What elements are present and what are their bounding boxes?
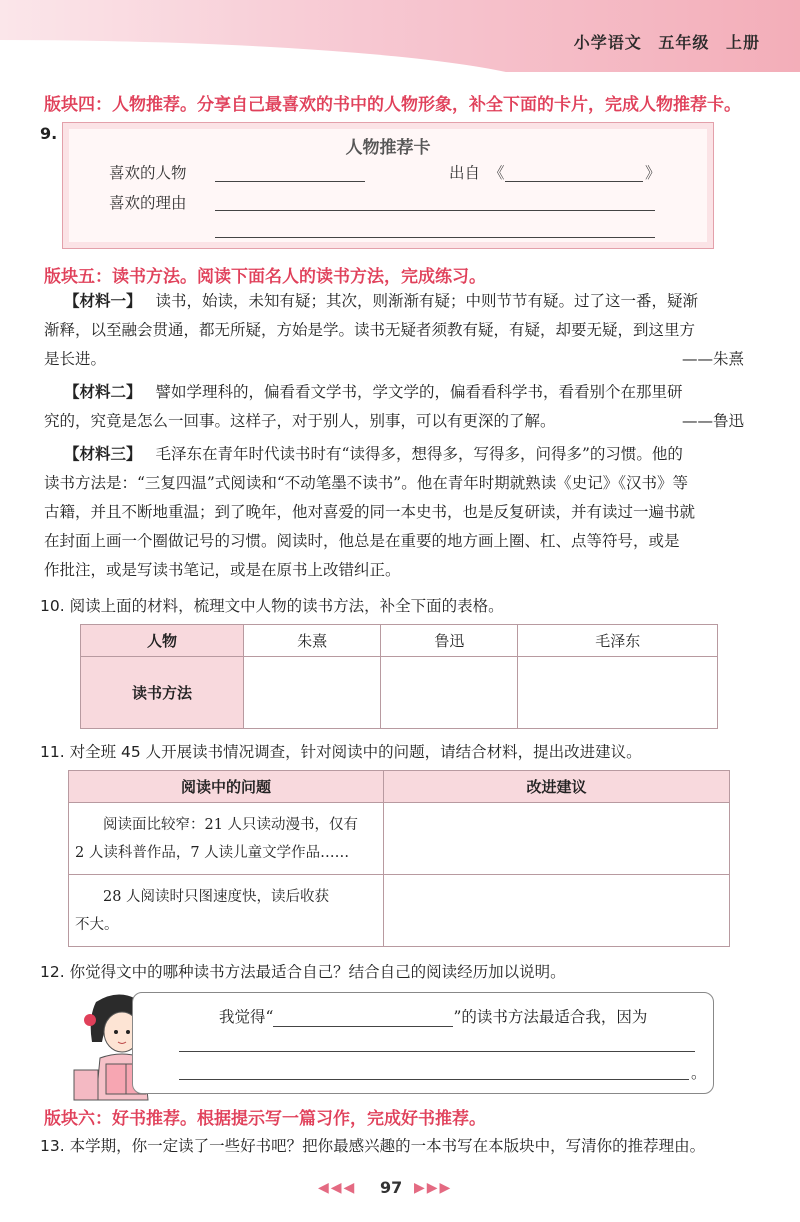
page-header: [564, 30, 760, 53]
material3-tag: 【材料三】: [64, 444, 142, 463]
label-favorite-character: 喜欢的人物: [109, 164, 187, 182]
section4-title: 版块四：人物推荐。分享自己最喜欢的书中的人物形象，补全下面的卡片，完成人物推荐卡。: [44, 95, 741, 115]
q10-prompt: 10. 阅读上面的材料，梳理文中人物的读书方法，补全下面的表格。: [40, 597, 504, 615]
q12-prompt: 12. 你觉得文中的哪种读书方法最适合自己？结合自己的阅读经历加以说明。: [40, 963, 566, 981]
explanation-blank-2[interactable]: [179, 1079, 689, 1080]
book-open-quote: 《: [489, 164, 505, 182]
material3-line5: 作批注，或是写读书笔记，或是在原书上改错纠正。: [44, 561, 401, 579]
material3-line4: 在封面上画一个圈做记号的习惯。阅读时，他总是在重要的地方画上圈、杠、点等符号，或是: [44, 532, 680, 550]
col-problem: 阅读中的问题: [69, 771, 384, 803]
row-reading-method: 读书方法: [81, 657, 244, 729]
speech-line: [219, 1003, 647, 1032]
speech-prefix: 我觉得“: [219, 1008, 274, 1026]
reason-blank-1[interactable]: [215, 210, 655, 211]
card-title: 人物推荐卡: [345, 138, 431, 158]
material2-line1: 【材料二】 譬如学理科的，偏看看文学书，学文学的，偏看看科学书，看看别个在那里研: [64, 382, 683, 401]
problem-1: 阅读面比较窄：21 人只读动漫书，仅有 2 人读科普作品，7 人读儿童文学作品……: [69, 803, 384, 875]
material1-line1: 【材料一】 读书，始读，未知有疑；其次，则渐渐有疑；中则节节有疑。过了这一番，疑渐: [64, 291, 699, 310]
favorite-character-blank[interactable]: [215, 181, 365, 182]
material1-line2: 渐释，以至融会贯通，都无所疑，方始是学。读书无疑者须教有疑，有疑，却要无疑，到这里方: [44, 321, 696, 339]
material1-line3: 是长进。 ——朱熹: [44, 345, 744, 374]
material2-author: ——鲁迅: [681, 412, 744, 430]
hair-bow-left: [84, 1014, 96, 1026]
advice-2-blank[interactable]: [384, 875, 730, 947]
chair: [74, 1070, 98, 1100]
header-grade: 五年级: [658, 33, 710, 52]
material3-line2: 读书方法是：“三复四温”式阅读和“不动笔墨不读书”。他在青年时期就熟读《史记》《汉书》等: [44, 474, 688, 492]
q11-prompt: 11. 对全班 45 人开展读书情况调查，针对阅读中的问题，请结合材料，提出改进建议。: [40, 743, 642, 761]
q13-prompt: 13. 本学期，你一定读了一些好书吧？把你最感兴趣的一本书写在本版块中，写清你的推荐理由。: [40, 1137, 706, 1155]
end-mark: 。: [691, 1064, 707, 1082]
material2-line2: 究的，究竟是怎么一回事。这样子，对于别人，别事，可以有更深的了解。 ——鲁迅: [44, 407, 744, 436]
col-advice: 改进建议: [384, 771, 730, 803]
material3-line1: 【材料三】 毛泽东在青年时代读书时有“读得多，想得多，写得多，问得多”的习惯。他的: [64, 444, 683, 463]
method-maozedong-blank[interactable]: [518, 657, 718, 729]
name-luxun: 鲁迅: [381, 625, 518, 657]
girl-eye-right: [126, 1030, 130, 1034]
advice-1-blank[interactable]: [384, 803, 730, 875]
answer-speech-box: [132, 992, 714, 1094]
section6-title: 版块六：好书推荐。根据提示写一篇习作，完成好书推荐。: [44, 1109, 486, 1129]
reading-method-table: [80, 624, 718, 729]
speech-suffix: ”的读书方法最适合我，因为: [453, 1008, 648, 1026]
book-close-quote: 》: [645, 164, 661, 182]
section5-title: 版块五：读书方法。阅读下面名人的读书方法，完成练习。: [44, 267, 486, 287]
header-volume: 上册: [725, 33, 760, 52]
name-zhuxi: 朱熹: [244, 625, 381, 657]
method-zhuxi-blank[interactable]: [244, 657, 381, 729]
girl-eye-left: [114, 1030, 118, 1034]
problem-2: 28 人阅读时只图速度快，读后收获 不大。: [69, 875, 384, 947]
character-card: [62, 122, 714, 249]
page-number: 97: [380, 1178, 403, 1197]
material3-line3: 古籍，并且不断地重温；到了晚年，他对喜爱的同一本史书，也是反复研读，并有读过一遍书就: [44, 503, 696, 521]
method-luxun-blank[interactable]: [381, 657, 518, 729]
name-maozedong: 毛泽东: [518, 625, 718, 657]
book-title-blank[interactable]: [505, 181, 643, 182]
material1-tag: 【材料一】: [64, 291, 142, 310]
method-choice-blank[interactable]: [273, 1010, 453, 1027]
footer-left-arrows: ◀◀◀: [318, 1180, 357, 1196]
footer-right-arrows: ▶▶▶: [414, 1180, 453, 1196]
q9-number: 9.: [40, 124, 58, 143]
reason-blank-2[interactable]: [215, 237, 655, 238]
survey-table: [68, 770, 730, 947]
material-block: [44, 286, 744, 585]
header-subject: 小学语文: [573, 33, 642, 52]
material2-tag: 【材料二】: [64, 382, 142, 401]
explanation-blank-1[interactable]: [179, 1051, 695, 1052]
label-from: 出自: [449, 164, 481, 182]
label-favorite-reason: 喜欢的理由: [109, 194, 187, 212]
col-person: 人物: [81, 625, 244, 657]
material1-author: ——朱熹: [681, 350, 744, 368]
